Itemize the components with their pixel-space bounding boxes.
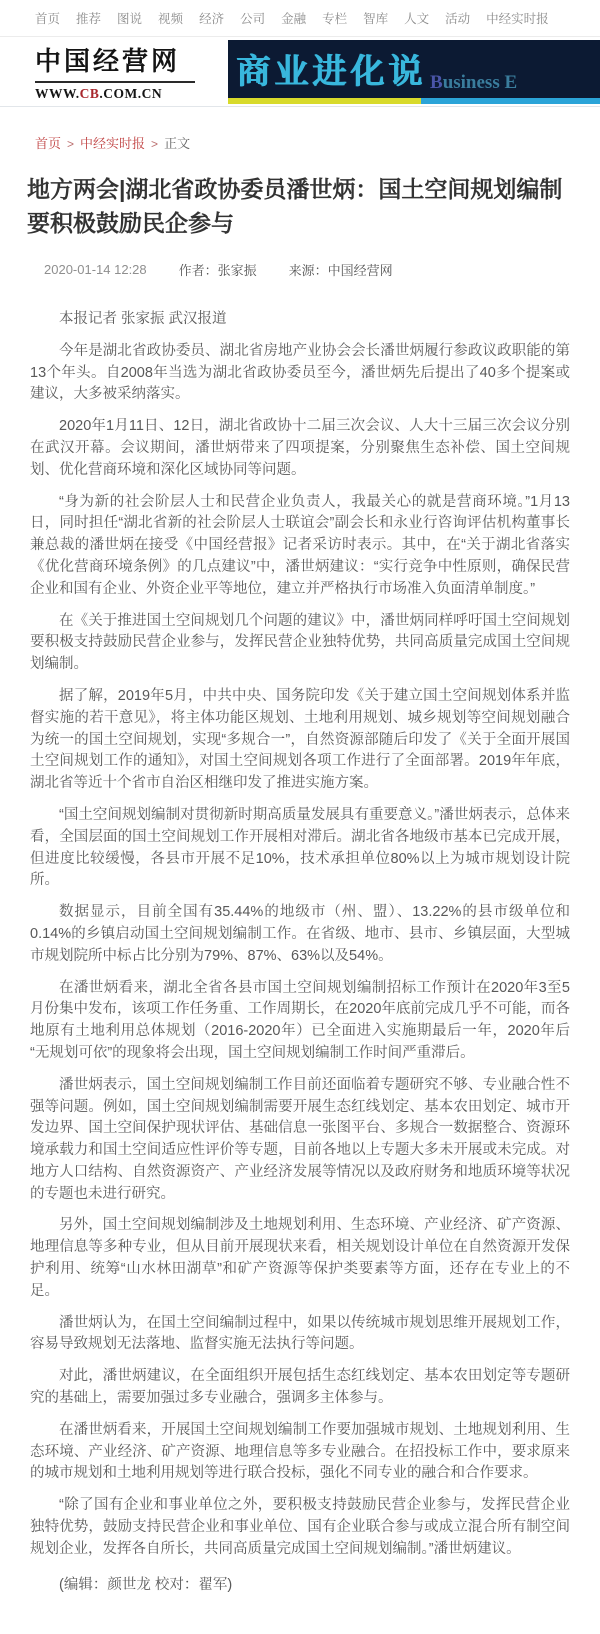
banner-subtitle-initial: B: [430, 71, 443, 93]
nav-item-economy[interactable]: 经济: [199, 12, 225, 26]
article-paragraph: 2020年1月11日、12日，湖北省政协十二届三次会议、人大十三届三次会议分别在武汉开幕。会议期间，潘世炳带来了四项提案，分别聚焦生态补偿、国土空间规划、优化营商环境和深化区域协同等问题。: [30, 418, 570, 478]
article: [0, 172, 600, 1634]
banner-ad-content: [228, 40, 600, 98]
banner-stripe-blue: [421, 98, 600, 104]
nav-item-finance[interactable]: 金融: [281, 12, 307, 26]
nav-item-video[interactable]: 视频: [158, 12, 184, 26]
banner-ad-subtitle: [430, 72, 517, 98]
nav-item-activity[interactable]: 活动: [445, 12, 471, 26]
article-paragraph: 另外，国土空间规划编制涉及土地规划利用、生态环境、产业经济、矿产资源、地理信息等多种专业，但从目前开展现状来看，相关规划设计单位在自然资源开发保护利用、统筹“山水林田湖草”和矿产资源等保护类要素等方面，还存在专业上的不足。: [30, 1217, 570, 1299]
nav-item-recommend[interactable]: 推荐: [76, 12, 102, 26]
nav-item-pictures[interactable]: 图说: [117, 12, 143, 26]
editor-note: (编辑：颜世龙 校对：翟军): [59, 1576, 233, 1593]
nav-item-thinktank[interactable]: 智库: [363, 12, 389, 26]
breadcrumb-current: 正文: [164, 136, 191, 151]
banner-stripe: [228, 98, 600, 104]
site-logo[interactable]: [35, 41, 195, 102]
breadcrumb-section[interactable]: 中经实时报: [80, 136, 146, 151]
banner-stripe-yellow: [228, 98, 421, 104]
logo-url-cb: CB: [79, 86, 100, 101]
article-paragraph: 在《关于推进国土空间规划几个问题的建议》中，潘世炳同样呼吁国土空间规划要积极支持鼓励民营企业参与，发挥民营企业独特优势，共同高质量完成国土空间规划编制。: [30, 612, 570, 673]
article-paragraph: “国土空间规划编制对贯彻新时期高质量发展具有重要意义。”潘世炳表示，总体来看，全国层面的国土空间规划工作开展相对滞后。湖北省各地级市基本已完成开展，但进度比较缓慢，各县市开展不足10%，技术承担单位80%以上为城市规划设计院所。: [30, 806, 570, 889]
breadcrumb: [0, 107, 600, 152]
article-paragraph: 在潘世炳看来，湖北全省各县市国土空间规划编制招标工作预计在2020年3至5月份集中发布，该项工作任务重、工作周期长，在2020年底前完成几乎不可能，而各地原有土地利用总体规划（2016-2020年）已全面进入实施期最后一年，2020年后“无规划可依”的现象将会出现，国土空间规划编制工作时间严重滞后。: [30, 979, 570, 1061]
breadcrumb-separator: >: [151, 137, 159, 151]
site-logo-title: 中国经营网: [35, 47, 181, 76]
site-header: [0, 37, 600, 107]
article-paragraph: 在潘世炳看来，开展国土空间规划编制工作要加强城市规划、土地规划利用、生态环境、产业经济、矿产资源、地理信息等多专业融合。在招投标工作中，要求原来的城市规划和土地利用规划等进行联合投标，强化不同专业的融合和合作要求。: [30, 1421, 570, 1482]
article-paragraph: 潘世炳认为，在国土空间编制过程中，如果以传统城市规划思维开展规划工作，容易导致规划无法落地、监督实施无法执行等问题。: [30, 1314, 570, 1353]
nav-item-home[interactable]: 首页: [35, 12, 61, 26]
banner-ad[interactable]: [228, 40, 600, 104]
article-author: 作者：张家振: [178, 263, 257, 278]
article-paragraph: 潘世炳表示，国土空间规划编制工作目前还面临着专题研究不够、专业融合性不强等问题。例如，国土空间规划编制需要开展生态红线划定、基本农田划定、城市开发边界、国土空间保护现状评估、基础信息一张图平台、多规合一数据整合、资源环境承载力和国土空间适应性评价等专题，目前各地以上专题大多未开展或未完成。对地方人口结构、自然资源资产、产业经济发展等情况以及政府财务和地质环境等状况的专题也未进行研究。: [30, 1076, 570, 1202]
article-body: [30, 309, 570, 1634]
article-paragraph: “除了国有企业和事业单位之外，要积极支持鼓励民营企业参与，发挥民营企业独特优势，鼓励支持民营企业和事业单位、国有企业联合参与或成立混合所有制空间规划企业，发挥各自所长，共同高质量完成国土空间规划编制。”潘世炳建议。: [30, 1497, 570, 1557]
article-source: 来源：中国经营网: [288, 263, 393, 278]
site-logo-url: [35, 86, 195, 102]
logo-divider: [35, 81, 195, 83]
banner-ad-title: 商业进化说: [236, 53, 426, 91]
top-nav: [0, 0, 600, 37]
breadcrumb-separator: >: [67, 137, 75, 151]
nav-item-company[interactable]: 公司: [240, 12, 266, 26]
breadcrumb-home[interactable]: 首页: [35, 136, 62, 151]
article-byline: 本报记者 张家振 武汉报道: [59, 311, 227, 327]
nav-item-realtime-news[interactable]: 中经实时报: [486, 12, 549, 26]
article-paragraph: 据了解，2019年5月，中共中央、国务院印发《关于建立国土空间规划体系并监督实施的若干意见》，将主体功能区规划、土地利用规划、城乡规划等空间规划融合为统一的国土空间规划，实现“多规合一”，自然资源部随后印发了《关于全面开展国土空间规划工作的通知》，对国土空间规划各项工作进行了全面部署。2019年年底，湖北省等近十个省市自治区相继印发了推进实施方案。: [30, 687, 570, 792]
logo-url-rest: .COM.CN: [99, 86, 163, 101]
article-paragraph: 今年是湖北省政协委员、湖北省房地产业协会会长潘世炳履行参政议政职能的第13个年头。自2008年当选为湖北省政协委员至今，潘世炳先后提出了40多个提案或建议，大多被采纳落实。: [30, 342, 570, 403]
article-meta: [28, 260, 572, 279]
publish-date: 2020-01-14 12:28: [44, 262, 147, 277]
article-paragraph: 对此，潘世炳建议，在全面组织开展包括生态红线划定、基本农田划定等专题研究的基础上，需要加强过多专业融合，强调多主体参与。: [30, 1368, 570, 1407]
logo-url-www: WWW.: [35, 86, 80, 101]
article-paragraph: “身为新的社会阶层人士和民营企业负责人，我最关心的就是营商环境。”1月13日，同时担任“湖北省新的社会阶层人士联谊会”副会长和永业行咨询评估机构董事长兼总裁的潘世炳在接受《中国经营报》记者采访时表示。其中，在“关于湖北省落实《优化营商环境条例》的几点建议”中，潘世炳建议：“实行竞争中性原则，确保民营企业和国有企业、外资企业平等地位，建立并严格执行市场准入负面清单制度。”: [30, 493, 570, 597]
nav-item-column[interactable]: 专栏: [322, 12, 348, 26]
article-title: 地方两会|湖北省政协委员潘世炳：国土空间规划编制要积极鼓励民企参与: [27, 176, 563, 236]
nav-item-humanities[interactable]: 人文: [404, 12, 430, 26]
banner-subtitle-rest: usiness E: [442, 71, 518, 93]
article-paragraph: 数据显示，目前全国有35.44%的地级市（州、盟）、13.22%的县市级单位和0.14%的乡镇启动国土空间规划编制工作。在省级、地市、县市、乡镇层面，大型城市规划院所中标占比分别为79%、87%、63%以及54%。: [30, 904, 570, 964]
